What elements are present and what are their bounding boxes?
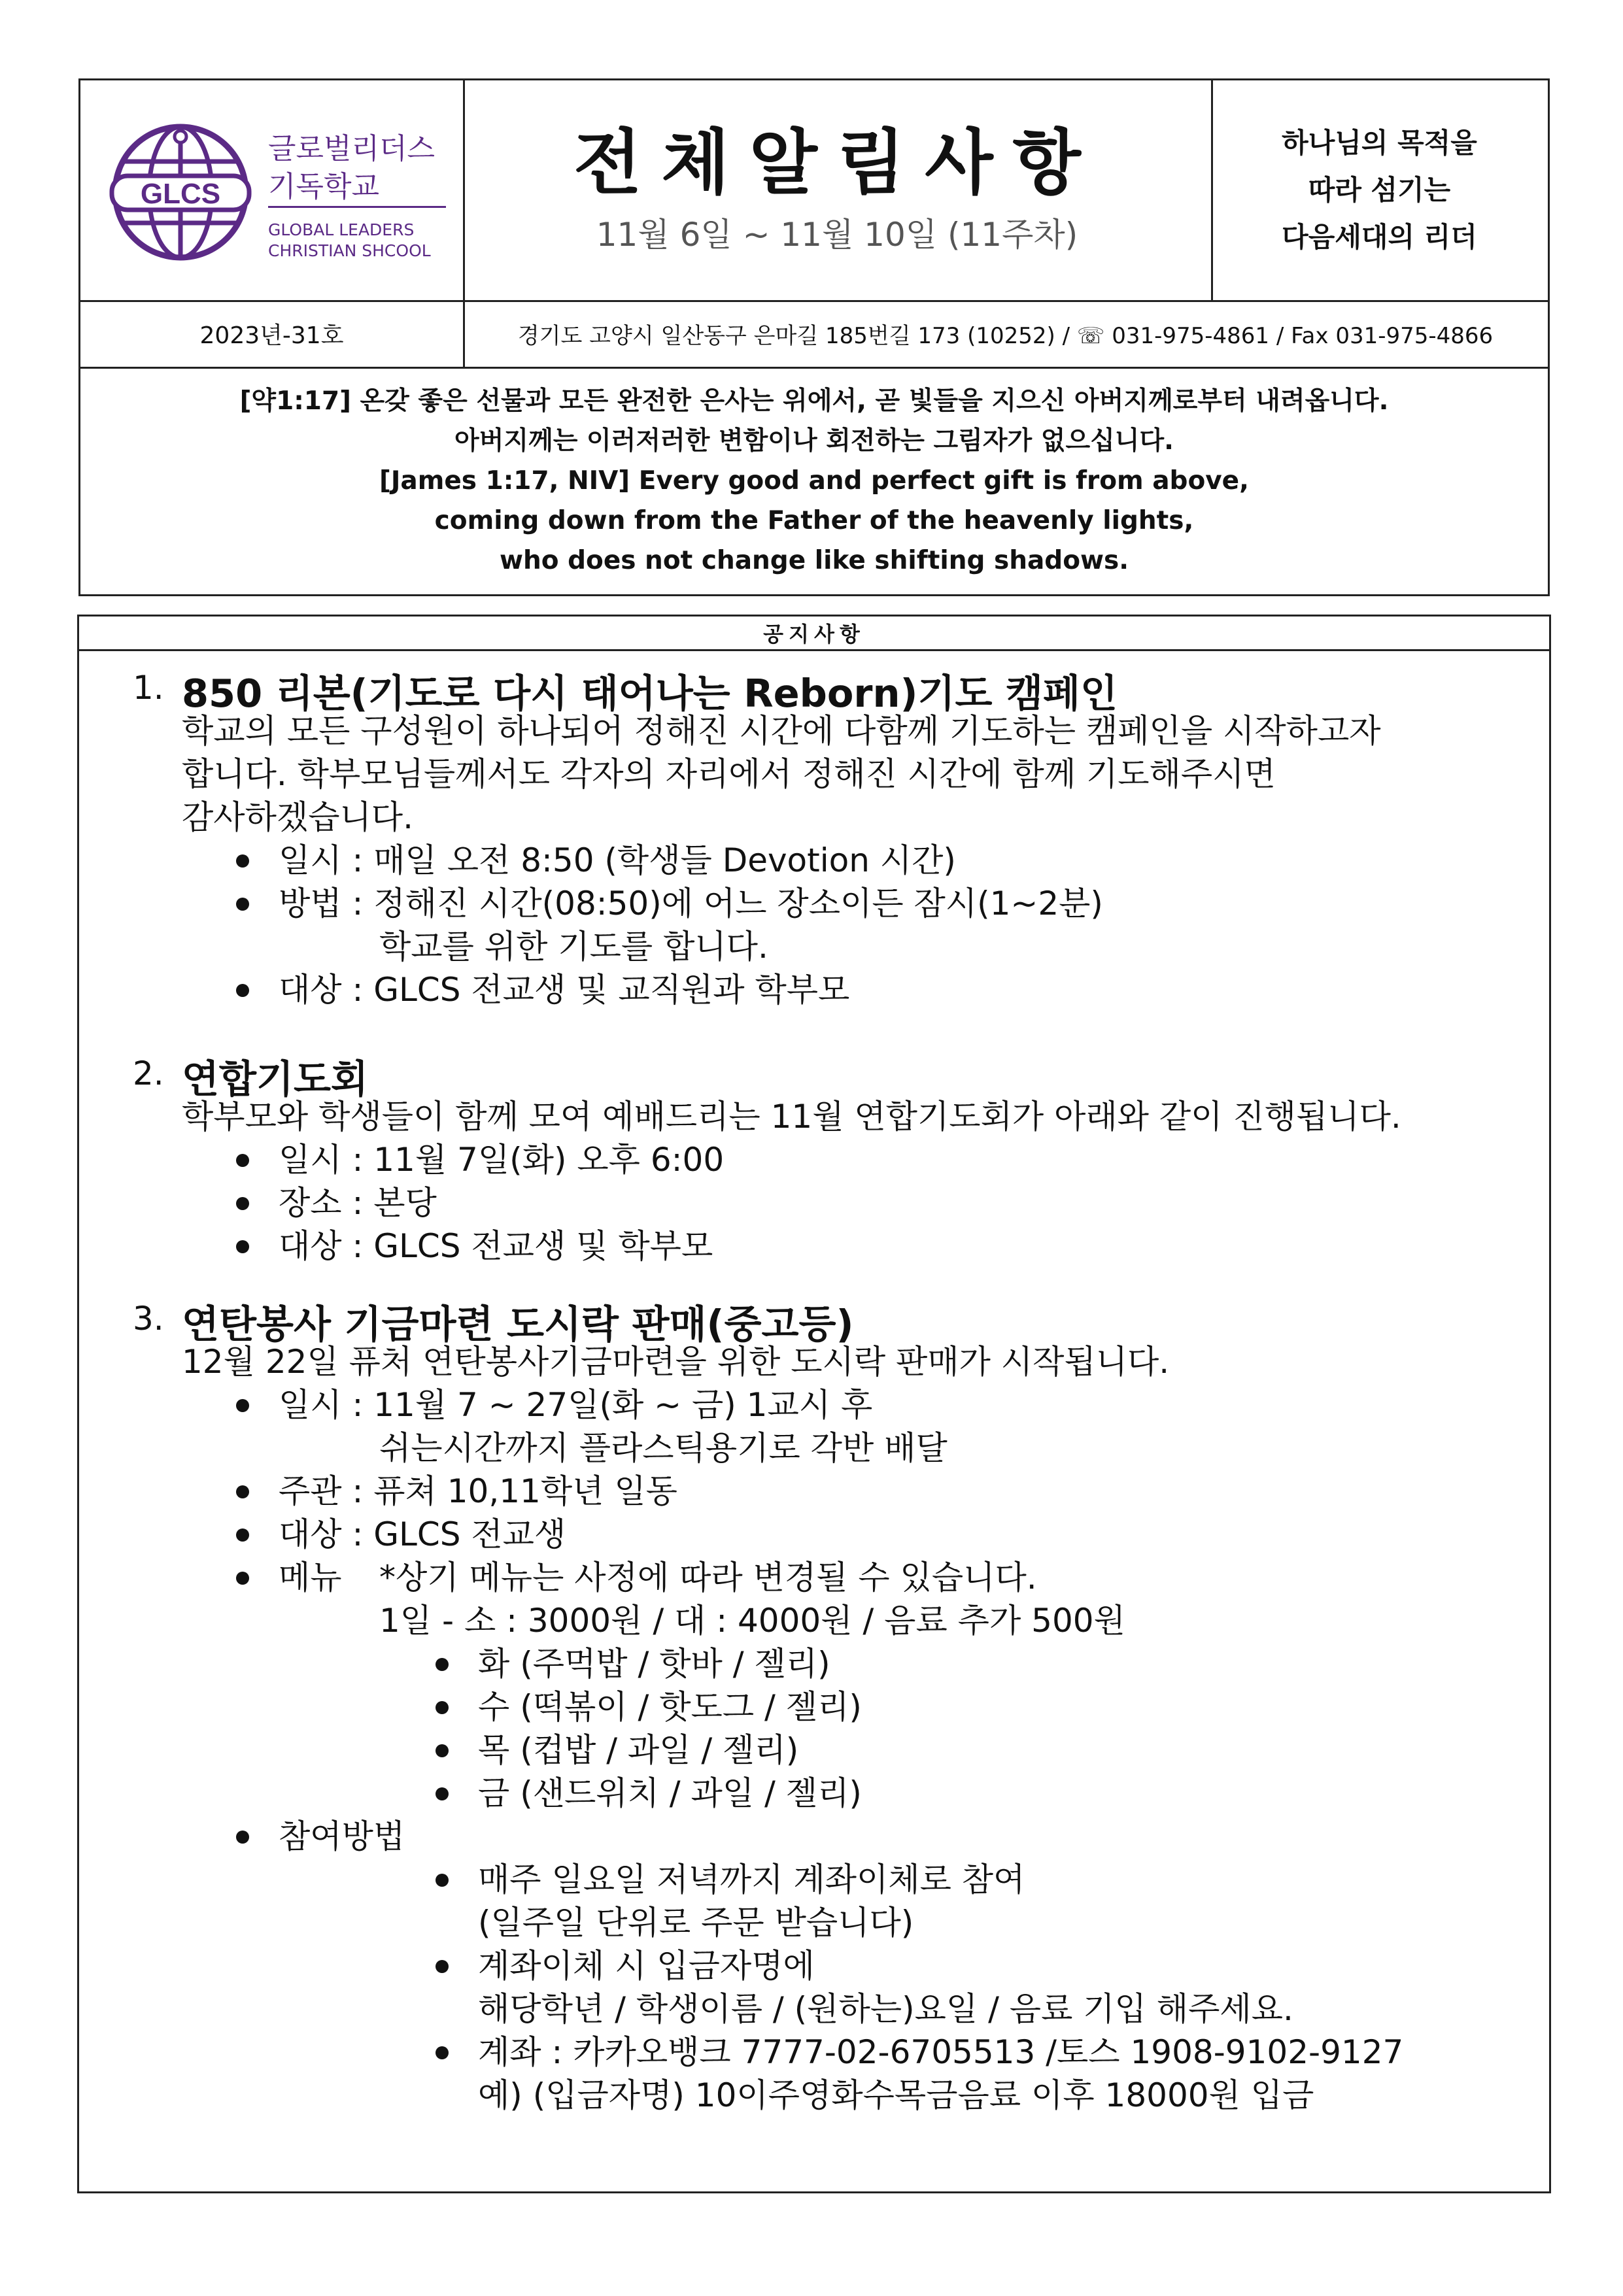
bullet-icon xyxy=(236,1528,249,1542)
list-item: 대상 : GLCS 전교생 및 교직원과 학부모 xyxy=(279,971,850,1009)
bullet-icon xyxy=(436,1701,449,1714)
list-item: 대상 : GLCS 전교생 xyxy=(279,1515,566,1553)
bullet-icon xyxy=(436,1960,449,1973)
menu-item: 목 (컵밥 / 과일 / 젤리) xyxy=(478,1731,799,1769)
menu-item: 금 (샌드위치 / 과일 / 젤리) xyxy=(478,1774,862,1812)
section-number: 1. xyxy=(133,669,164,707)
section-text: 감사하겠습니다. xyxy=(182,798,413,836)
issue-number: 2023년-31호 xyxy=(199,322,344,349)
section-title: 연합기도회 xyxy=(182,1056,368,1102)
list-item-continued: 쉬는시간까지 플라스틱용기로 각반 배달 xyxy=(379,1429,948,1467)
section-number: 3. xyxy=(133,1300,164,1338)
header-box xyxy=(78,78,1550,596)
logo-name-en-1: GLOBAL LEADERS xyxy=(268,220,415,239)
school-logo xyxy=(80,80,463,300)
join-step: 계좌 : 카카오뱅크 7777-02-6705513 /토스 1908-9102-9127 xyxy=(478,2033,1404,2071)
section-text: 합니다. 학부모님들께서도 각자의 자리에서 정해진 시간에 함께 기도해주시면 xyxy=(182,755,1276,793)
logo-abbr: GLCS xyxy=(140,178,221,210)
section-text: 12월 22일 퓨처 연탄봉사기금마련을 위한 도시락 판매가 시작됩니다. xyxy=(182,1343,1170,1381)
list-item: 방법 : 정해진 시간(08:50)에 어느 장소이든 잠시(1~2분) xyxy=(279,885,1103,922)
globe-logo-icon xyxy=(105,117,256,267)
verse-line: 아버지께는 이러저러한 변함이나 회전하는 그림자가 없으십니다. xyxy=(454,426,1174,456)
bullet-icon xyxy=(436,2046,449,2059)
school-address: 경기도 고양시 일산동구 은마길 185번길 173 (10252) / ☏ 031-975-4861 / Fax 031-975-4866 xyxy=(517,322,1494,349)
page-title: 전체알림사항 xyxy=(573,122,1101,204)
menu-price: 1일 - 소 : 3000원 / 대 : 4000원 / 음료 추가 500원 xyxy=(379,1602,1125,1640)
motto-line: 따라 섬기는 xyxy=(1308,174,1451,206)
logo-name-ko-1: 글로벌리더스 xyxy=(268,132,436,165)
notice-heading: 공지사항 xyxy=(763,622,865,647)
motto-line: 하나님의 목적을 xyxy=(1282,127,1477,159)
logo-rule xyxy=(268,206,446,208)
menu-item: 수 (떡볶이 / 핫도그 / 젤리) xyxy=(478,1688,862,1726)
bullet-icon xyxy=(236,1485,249,1498)
menu-label: 메뉴 xyxy=(279,1559,342,1596)
bullet-icon xyxy=(236,1154,249,1167)
menu-item: 화 (주먹밥 / 핫바 / 젤리) xyxy=(478,1645,830,1683)
section-title: 연탄봉사 기금마련 도시락 판매(중고등) xyxy=(182,1302,854,1347)
section-title: 850 리본(기도로 다시 태어나는 Reborn)기도 캠페인 xyxy=(182,671,1118,716)
join-label: 참여방법 xyxy=(279,1817,405,1855)
bullet-icon xyxy=(236,1831,249,1844)
bullet-icon xyxy=(436,1658,449,1671)
section-text: 학부모와 학생들이 함께 모여 예배드리는 11월 연합기도회가 아래와 같이 진행됩니다. xyxy=(182,1098,1401,1136)
bullet-icon xyxy=(436,1744,449,1757)
list-item: 일시 : 11월 7일(화) 오후 6:00 xyxy=(279,1141,725,1179)
week-range: 11월 6일 ~ 11월 10일 (11주차) xyxy=(596,216,1078,254)
bullet-icon xyxy=(236,984,249,997)
bullet-icon xyxy=(236,1240,249,1253)
motto-line: 다음세대의 리더 xyxy=(1282,221,1477,253)
section-text: 학교의 모든 구성원이 하나되어 정해진 시간에 다함께 기도하는 캠페인을 시작하고자 xyxy=(182,712,1381,750)
notice-body xyxy=(79,649,1549,2191)
list-item: 일시 : 매일 오전 8:50 (학생들 Devotion 시간) xyxy=(279,841,956,879)
verse-line: [James 1:17, NIV] Every good and perfect gift is from above, xyxy=(379,465,1249,496)
bible-verse xyxy=(80,367,1548,594)
list-item: 주관 : 퓨쳐 10,11학년 일동 xyxy=(279,1472,677,1510)
list-item: 장소 : 본당 xyxy=(279,1184,437,1222)
menu-note: *상기 메뉴는 사정에 따라 변경될 수 있습니다. xyxy=(379,1559,1037,1596)
logo-name-ko-2: 기독학교 xyxy=(268,170,380,203)
verse-line: who does not change like shifting shadows. xyxy=(499,545,1129,575)
logo-name-en-2: CHRISTIAN SHCOOL xyxy=(268,241,431,260)
bullet-icon xyxy=(436,1874,449,1887)
join-step-continued: 해당학년 / 학생이름 / (원하는)요일 / 음료 기입 해주세요. xyxy=(478,1990,1293,2028)
bullet-icon xyxy=(236,898,249,911)
bullet-icon xyxy=(236,1399,249,1412)
bullet-icon xyxy=(236,1572,249,1585)
join-step-continued: 예) (입금자명) 10이주영화수목금음료 이후 18000원 입금 xyxy=(478,2076,1314,2114)
verse-line: [약1:17] 온갖 좋은 선물과 모든 완전한 은사는 위에서, 곧 빛들을 지으신 아버지께로부터 내려옵니다. xyxy=(239,386,1389,416)
notice-box xyxy=(77,615,1551,2193)
bullet-icon xyxy=(236,1197,249,1210)
join-step: 매주 일요일 저녁까지 계좌이체로 참여 xyxy=(478,1861,1025,1899)
motto-cell xyxy=(1211,80,1548,300)
list-item-continued: 학교를 위한 기도를 합니다. xyxy=(379,928,768,966)
bullet-icon xyxy=(436,1787,449,1800)
join-step-continued: (일주일 단위로 주문 받습니다) xyxy=(478,1904,914,1942)
section-number: 2. xyxy=(133,1055,164,1092)
list-item: 대상 : GLCS 전교생 및 학부모 xyxy=(279,1227,713,1265)
list-item: 일시 : 11월 7 ~ 27일(화 ~ 금) 1교시 후 xyxy=(279,1386,873,1424)
bullet-icon xyxy=(236,854,249,868)
title-cell xyxy=(463,80,1211,300)
verse-line: coming down from the Father of the heavenly lights, xyxy=(434,505,1194,535)
join-step: 계좌이체 시 입금자명에 xyxy=(478,1947,815,1985)
